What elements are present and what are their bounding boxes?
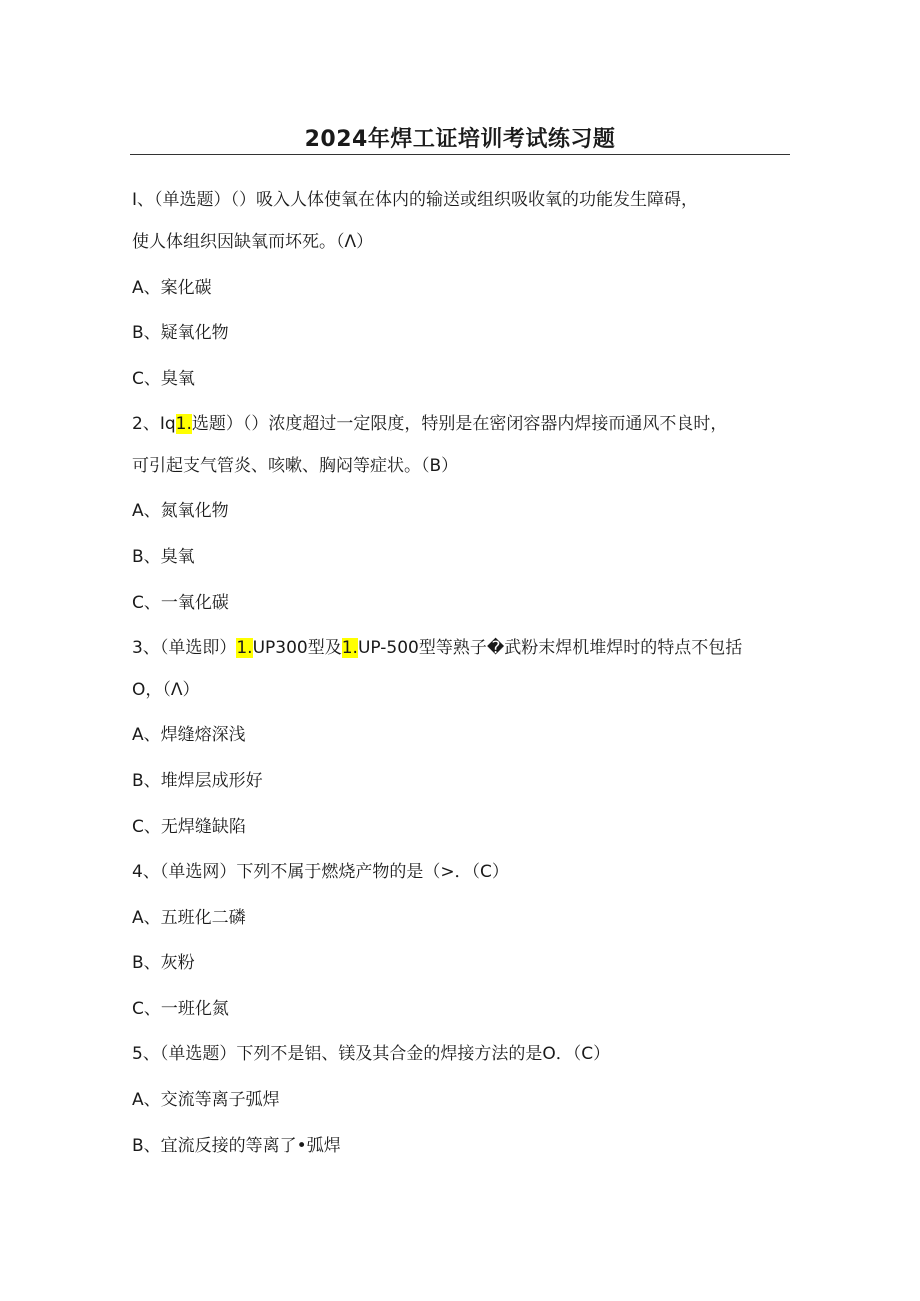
question-3-option-c: C、无焊缝缺陷 <box>132 817 246 837</box>
title-underline <box>130 154 790 155</box>
document-title: 2024年焊工证培训考试练习题 <box>304 127 616 152</box>
question-3-text-rest: UP-500型等熟子�武粉末焊机堆焊时的特点不包括 <box>357 638 743 658</box>
question-3-text-line-2: O，（Λ） <box>132 680 200 700</box>
question-2-option-c: C、一氧化碳 <box>132 593 229 613</box>
question-2-text-line-2: 可引起支气管炎、咳嗽、胸闷等症状。（B） <box>132 456 459 476</box>
question-1-option-b: B、疑氧化物 <box>132 323 229 343</box>
question-2-option-b: B、臭氧 <box>132 547 195 567</box>
question-3-option-b: B、堆焊层成形好 <box>132 771 263 791</box>
question-4-option-b: B、灰粉 <box>132 953 195 973</box>
question-3-option-a: A、焊缝熔深浅 <box>132 725 246 745</box>
highlighted-text: 1. <box>236 638 253 658</box>
question-2-text-rest: 选题）（）浓度超过一定限度，特别是在密闭容器内焊接而通风不良时， <box>191 414 728 434</box>
question-4-option-c: C、一班化氮 <box>132 999 229 1019</box>
question-1-option-a: A、案化碳 <box>132 278 212 298</box>
question-2-prefix: 2、Iq <box>132 414 176 434</box>
question-1-option-c: C、臭氧 <box>132 369 195 389</box>
question-3-text-mid: UP300型及 <box>252 638 342 658</box>
question-5-text-line-1: 5、（单选题）下列不是铝、镁及其合金的焊接方法的是O．（C） <box>132 1044 611 1064</box>
highlighted-text: 1. <box>341 638 358 658</box>
question-3-text-line-1 <box>132 636 742 660</box>
question-5-option-a: A、交流等离子弧焊 <box>132 1090 280 1110</box>
question-2-text-line-1 <box>132 412 727 436</box>
question-4-text-line-1: 4、（单选网）下列不属于燃烧产物的是（>．（C） <box>132 862 509 882</box>
question-5-option-b: B、宜流反接的等离了•弧焊 <box>132 1136 341 1156</box>
question-4-option-a: A、五班化二磷 <box>132 908 246 928</box>
question-2-option-a: A、氮氧化物 <box>132 501 229 521</box>
highlighted-text: 1. <box>175 414 192 434</box>
question-1-text-line-1: I、（单选题）（）吸入人体使氧在体内的输送或组织吸收氧的功能发生障碍， <box>132 190 699 210</box>
question-3-prefix: 3、（单选即） <box>132 638 237 658</box>
question-1-text-line-2: 使人体组织因缺氧而坏死。（Λ） <box>132 232 374 252</box>
